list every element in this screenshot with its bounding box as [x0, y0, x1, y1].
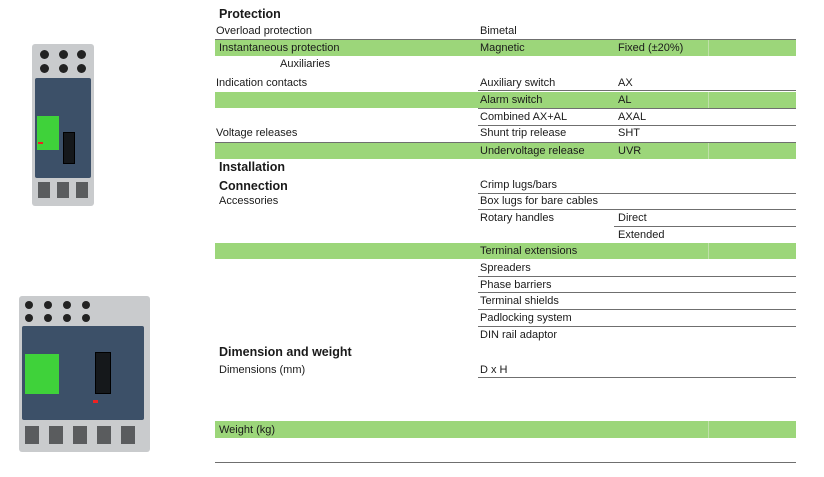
- type-overload: Bimetal: [480, 25, 517, 37]
- label-instantaneous: Instantaneous protection: [219, 42, 340, 54]
- heading-dimension-weight: Dimension and weight: [219, 345, 352, 359]
- type-aux-switch: Auxiliary switch: [480, 77, 556, 89]
- type-terminal-shields: Terminal shields: [480, 295, 559, 307]
- breaker-3pole-image: [32, 44, 94, 206]
- label-indication: Indication contacts: [216, 77, 308, 89]
- type-undervoltage: Undervoltage release: [480, 145, 585, 157]
- label-overload: Overload protection: [216, 25, 312, 37]
- value-extended: Extended: [618, 229, 665, 241]
- value-ax: AX: [618, 77, 633, 89]
- type-shunt-trip: Shunt trip release: [480, 127, 567, 139]
- type-instantaneous: Magnetic: [480, 42, 525, 54]
- breaker-4pole-image: [19, 296, 150, 452]
- type-spreaders: Spreaders: [480, 262, 531, 274]
- label-accessories: Accessories: [219, 195, 279, 207]
- type-combined: Combined AX+AL: [480, 111, 568, 123]
- value-uvr: UVR: [618, 145, 642, 157]
- type-phase-barriers: Phase barriers: [480, 279, 552, 291]
- type-crimp: Crimp lugs/bars: [480, 179, 558, 191]
- type-terminal-ext: Terminal extensions: [480, 245, 578, 257]
- type-padlocking: Padlocking system: [480, 312, 572, 324]
- value-axal: AXAL: [618, 111, 647, 123]
- label-auxiliaries: Auxiliaries: [280, 58, 331, 70]
- heading-installation: Installation: [219, 160, 285, 174]
- type-alarm-switch: Alarm switch: [480, 94, 543, 106]
- value-direct: Direct: [618, 212, 647, 224]
- type-din-rail: DIN rail adaptor: [480, 329, 558, 341]
- label-voltage: Voltage releases: [216, 127, 298, 139]
- value-fixed: Fixed (±20%): [618, 42, 684, 54]
- label-dimensions: Dimensions (mm): [219, 364, 306, 376]
- value-sht: SHT: [618, 127, 640, 139]
- type-box-lugs: Box lugs for bare cables: [480, 195, 599, 207]
- value-al: AL: [618, 94, 632, 106]
- type-dxh: D x H: [480, 364, 508, 376]
- label-weight: Weight (kg): [219, 424, 276, 436]
- type-rotary: Rotary handles: [480, 212, 554, 224]
- heading-protection: Protection: [219, 7, 281, 21]
- heading-connection: Connection: [219, 179, 288, 193]
